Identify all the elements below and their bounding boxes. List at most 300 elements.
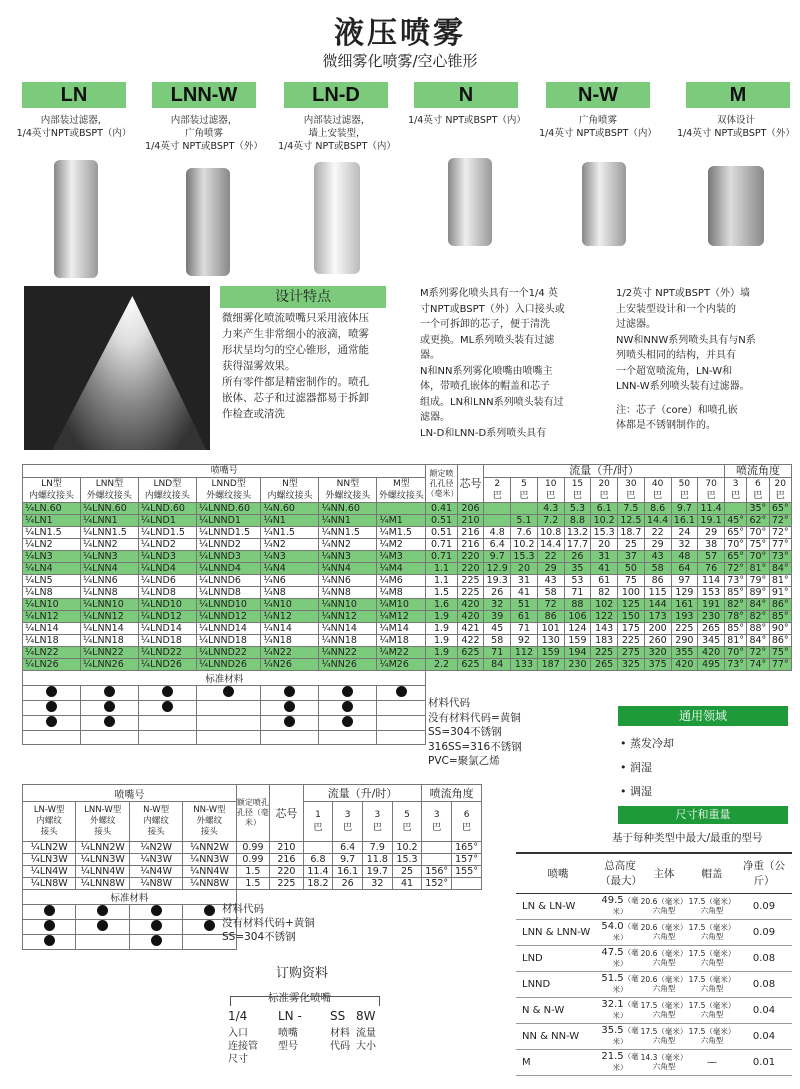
ln-nozzle-image bbox=[54, 160, 98, 278]
material-dot bbox=[162, 701, 173, 712]
pressure-header: 20 巴 bbox=[591, 478, 618, 503]
angle-header: 喷流角度 bbox=[724, 465, 791, 478]
table-cell: ¼M14 bbox=[377, 623, 426, 635]
type-header: LNN型 外螺纹接头 bbox=[80, 478, 138, 503]
angle-header: 喷流角度 bbox=[422, 785, 482, 802]
table-cell: 0.71 bbox=[426, 539, 457, 551]
table-row bbox=[516, 971, 792, 997]
table-cell: ¼N14 bbox=[261, 623, 319, 635]
angle-pressure-header: 3 巴 bbox=[724, 478, 746, 503]
table-cell: 64 bbox=[671, 563, 698, 575]
table-row bbox=[516, 893, 792, 919]
table-row bbox=[23, 575, 792, 587]
table-cell: 85° bbox=[769, 611, 791, 623]
table-cell bbox=[303, 842, 333, 854]
material-dot bbox=[44, 920, 55, 931]
table-cell: 9.7 bbox=[484, 551, 511, 563]
table-cell: ¼LNND6 bbox=[196, 575, 261, 587]
dims-height: 51.5（毫米） bbox=[600, 971, 640, 997]
table-cell: ¼LND1 bbox=[138, 515, 196, 527]
table-cell: ¼N8W bbox=[130, 878, 183, 890]
table-cell bbox=[511, 503, 538, 515]
series-text-2: 1/2英寸 NPT或BSPT（外）墙 上安装型设计和一个内装的 过滤器。 NW和NNW系列喷头具有与N系 列喷头相同的结构，并具有 一个超宽喷流角，LN-W和 LNN-W系列喷头装有过滤器。 注：芯子（core）和喷孔嵌 体都是不锈钢制作的。 bbox=[616, 288, 756, 431]
table-cell: ¼M1.5 bbox=[377, 527, 426, 539]
table-cell: ¼LNND3 bbox=[196, 551, 261, 563]
n-w-nozzle-image bbox=[582, 162, 626, 246]
table-cell: 11.4 bbox=[698, 503, 725, 515]
general-list: • 蒸发冷却 • 润湿 • 调湿 bbox=[620, 737, 674, 798]
dims-body: 14.3（毫米） 六角型 bbox=[640, 1049, 688, 1075]
table-cell: 77° bbox=[769, 659, 791, 671]
ln-d-nozzle-image bbox=[314, 162, 360, 274]
table-cell: 216 bbox=[270, 854, 303, 866]
table-cell: 355 bbox=[671, 647, 698, 659]
table-cell: 216 bbox=[457, 539, 484, 551]
table-cell: 43 bbox=[644, 551, 671, 563]
model-ln-label: LN bbox=[22, 82, 126, 108]
table-cell: ¼N3 bbox=[261, 551, 319, 563]
dims-body: 17.5（毫米） 六角型 bbox=[640, 1023, 688, 1049]
table-cell: ¼LNN1 bbox=[80, 515, 138, 527]
table-cell: 32 bbox=[362, 878, 392, 890]
table-cell: ¼NN4W bbox=[183, 866, 236, 878]
material-dot bbox=[46, 716, 57, 727]
table-cell: 70° bbox=[747, 551, 769, 563]
table-cell: 84° bbox=[747, 599, 769, 611]
table-cell: ¼LN5 bbox=[23, 575, 81, 587]
table-cell: 260 bbox=[644, 635, 671, 647]
table-cell: ¼LN1.5 bbox=[23, 527, 81, 539]
table-cell: ¼N2 bbox=[261, 539, 319, 551]
dims-cap: 17.5（毫米） 六角型 bbox=[688, 1023, 736, 1049]
core-header: 芯号 bbox=[270, 785, 303, 842]
table-row bbox=[23, 539, 792, 551]
table-cell: 43 bbox=[537, 575, 564, 587]
table-cell: 61 bbox=[591, 575, 618, 587]
table-cell: 81° bbox=[769, 575, 791, 587]
table-cell: 155° bbox=[452, 866, 482, 878]
table-cell: 210 bbox=[270, 842, 303, 854]
table-cell: 90° bbox=[769, 623, 791, 635]
dims-cap: 17.5（毫米） 六角型 bbox=[688, 997, 736, 1023]
table-cell: 18.2 bbox=[303, 878, 333, 890]
table-cell: ¼LNND1.5 bbox=[196, 527, 261, 539]
table-cell: 11.8 bbox=[362, 854, 392, 866]
model-m-label: M bbox=[686, 82, 790, 108]
table-cell: 422 bbox=[457, 635, 484, 647]
material-dot bbox=[46, 701, 57, 712]
table-cell: 41 bbox=[511, 587, 538, 599]
table-cell: ¼LNN26 bbox=[80, 659, 138, 671]
table-cell: 74° bbox=[747, 659, 769, 671]
table-cell: 265 bbox=[698, 623, 725, 635]
table-cell: 220 bbox=[457, 551, 484, 563]
dims-nozzle: LND bbox=[516, 945, 600, 971]
table-cell: 72° bbox=[769, 527, 791, 539]
table-cell: 77° bbox=[769, 539, 791, 551]
table-cell: 37 bbox=[618, 551, 645, 563]
table-cell: 1.6 bbox=[426, 599, 457, 611]
material-dot bbox=[44, 905, 55, 916]
table-cell: 32 bbox=[484, 599, 511, 611]
table-cell: ¼LNND22 bbox=[196, 647, 261, 659]
dims-weight: 0.09 bbox=[736, 919, 792, 945]
series-text-1: M系列雾化喷头具有一个1/4 英 寸NPT或BSPT（外）入口接头或 一个可拆卸的芯子，便于清洗 或更换。ML系列喷头装有过滤 器。 N和NN系列雾化喷嘴由喷嘴主 体，带喷孔嵌体的帽盖和芯子 组成。LN和LNN系列喷头装有过 滤器。 LN-D和LNN-D系列喷头具有 bbox=[420, 288, 565, 439]
dims-height: 21.5（毫米） bbox=[600, 1049, 640, 1075]
table-cell: ¼NN3 bbox=[319, 551, 377, 563]
table-cell: 97 bbox=[671, 575, 698, 587]
table-cell: ¼LND3 bbox=[138, 551, 196, 563]
material-dot bbox=[162, 686, 173, 697]
table-cell: 70° bbox=[724, 539, 746, 551]
table-cell: 0.51 bbox=[426, 515, 457, 527]
general-item: 润湿 bbox=[630, 761, 652, 774]
table-cell bbox=[452, 878, 482, 890]
table-cell: 220 bbox=[457, 563, 484, 575]
table-cell: ¼LNND1 bbox=[196, 515, 261, 527]
model-lnn-w-desc: 内部装过滤器， 广角喷雾 1/4英寸 NPT或BSPT（外） bbox=[145, 115, 263, 152]
table-cell: 0.99 bbox=[236, 842, 270, 854]
table-cell: 7.9 bbox=[362, 842, 392, 854]
table-cell: ¼NN4 bbox=[319, 563, 377, 575]
table-cell: ¼LN4W bbox=[23, 866, 76, 878]
table-cell: 6.4 bbox=[484, 539, 511, 551]
dims-body: 17.5（毫米） 六角型 bbox=[640, 997, 688, 1023]
table-cell: 31 bbox=[591, 551, 618, 563]
table-cell: 82° bbox=[747, 611, 769, 623]
order-part: 8W 流量 大小 bbox=[356, 1009, 376, 1052]
nozzle-no-header: 喷嘴号 bbox=[23, 465, 426, 478]
table-cell: 191 bbox=[698, 599, 725, 611]
order-caption: 标准雾化喷嘴 bbox=[268, 992, 331, 1004]
pressure-header: 5 巴 bbox=[511, 478, 538, 503]
table-cell: ¼LN1 bbox=[23, 515, 81, 527]
table-cell: ¼LN8 bbox=[23, 587, 81, 599]
type-header: NN型 外螺纹接头 bbox=[319, 478, 377, 503]
table-cell: 325 bbox=[618, 659, 645, 671]
dims-nozzle: LNND bbox=[516, 971, 600, 997]
table-cell: 206 bbox=[457, 503, 484, 515]
table-cell: 194 bbox=[564, 647, 591, 659]
material-dot bbox=[342, 701, 353, 712]
table-cell: 265 bbox=[591, 659, 618, 671]
material-dot bbox=[44, 935, 55, 946]
order-part: 1/4 入口 连接管 尺寸 bbox=[228, 1009, 258, 1065]
table-cell: 216 bbox=[457, 527, 484, 539]
table-cell: ¼LN12 bbox=[23, 611, 81, 623]
table-cell: 200 bbox=[644, 623, 671, 635]
table-cell: ¼NN2 bbox=[319, 539, 377, 551]
features-text: 微细雾化喷流喷嘴只采用液体压 力来产生非常细小的液滴，喷雾 形状呈均匀的空心锥形，通常能 获得湿雾效果。 所有零件都是精密制作的。喷孔 嵌体、芯子和过滤器都易于拆卸 作检查或清洗 bbox=[222, 312, 369, 420]
table-cell: ¼LNN6 bbox=[80, 575, 138, 587]
material-dot bbox=[97, 920, 108, 931]
table-cell: 10.2 bbox=[511, 539, 538, 551]
table-cell bbox=[484, 503, 511, 515]
std-material-header: 标准材料 bbox=[23, 671, 426, 686]
table-cell: 86 bbox=[644, 575, 671, 587]
table-cell: ¼LND26 bbox=[138, 659, 196, 671]
material-dot bbox=[342, 716, 353, 727]
dims-weight: 0.01 bbox=[736, 1049, 792, 1075]
table-cell: ¼LN.60 bbox=[23, 503, 81, 515]
table-cell: 19.7 bbox=[362, 866, 392, 878]
table-cell: 38 bbox=[698, 539, 725, 551]
table-cell: 65° bbox=[724, 527, 746, 539]
table-cell: ¼M2 bbox=[377, 539, 426, 551]
table-cell: 1.5 bbox=[236, 866, 270, 878]
table-cell: ¼LNND2 bbox=[196, 539, 261, 551]
table-cell: ¼LNND26 bbox=[196, 659, 261, 671]
table-cell: ¼LND2 bbox=[138, 539, 196, 551]
table-cell: 114 bbox=[698, 575, 725, 587]
table-cell: 0.41 bbox=[426, 503, 457, 515]
table-cell: ¼NN8 bbox=[319, 587, 377, 599]
table-cell: 7.6 bbox=[511, 527, 538, 539]
table-cell: 175 bbox=[618, 623, 645, 635]
table-cell: 70° bbox=[724, 647, 746, 659]
table-cell: ¼LND6 bbox=[138, 575, 196, 587]
table-cell: 13.2 bbox=[564, 527, 591, 539]
table-cell: 1.1 bbox=[426, 575, 457, 587]
table-cell: ¼N.60 bbox=[261, 503, 319, 515]
table-cell: 75° bbox=[769, 647, 791, 659]
table-cell bbox=[422, 854, 452, 866]
table-cell bbox=[484, 515, 511, 527]
table-cell: ¼LNN4 bbox=[80, 563, 138, 575]
table-cell: 58 bbox=[644, 563, 671, 575]
table-cell: ¼N6 bbox=[261, 575, 319, 587]
table-cell: ¼LNN2 bbox=[80, 539, 138, 551]
table-cell: 86° bbox=[769, 599, 791, 611]
table-cell: 144 bbox=[644, 599, 671, 611]
table-cell: 6.4 bbox=[333, 842, 363, 854]
dims-weight: 0.04 bbox=[736, 1023, 792, 1049]
table-cell: 193 bbox=[671, 611, 698, 623]
table-cell: 1.5 bbox=[236, 878, 270, 890]
table-cell: ¼NN22 bbox=[319, 647, 377, 659]
table-row bbox=[23, 611, 792, 623]
table-cell: 9.7 bbox=[333, 854, 363, 866]
material-dot bbox=[104, 701, 115, 712]
table-cell: 26 bbox=[484, 587, 511, 599]
table-cell: 65° bbox=[769, 503, 791, 515]
table-cell: 71 bbox=[564, 587, 591, 599]
table-cell: 16.1 bbox=[333, 866, 363, 878]
material-dot bbox=[284, 716, 295, 727]
table-cell: 48 bbox=[671, 551, 698, 563]
table-row bbox=[23, 635, 792, 647]
dims-table bbox=[516, 852, 792, 1076]
pressure-header: 3 巴 bbox=[333, 802, 363, 842]
order-title: 订购资料 bbox=[276, 966, 329, 981]
table-cell: 39 bbox=[484, 611, 511, 623]
table-cell: 92 bbox=[511, 635, 538, 647]
table-cell: ¼LNN22 bbox=[80, 647, 138, 659]
table-cell: 161 bbox=[671, 599, 698, 611]
table-cell: 1.9 bbox=[426, 635, 457, 647]
table-cell: ¼LND10 bbox=[138, 599, 196, 611]
table-cell: ¼LND8 bbox=[138, 587, 196, 599]
table-cell: 345 bbox=[698, 635, 725, 647]
table-cell: 51 bbox=[511, 599, 538, 611]
table-cell: 35 bbox=[564, 563, 591, 575]
table-cell: 82 bbox=[591, 587, 618, 599]
type-header: LNND型 外螺纹接头 bbox=[196, 478, 261, 503]
table-cell: 625 bbox=[457, 647, 484, 659]
table-cell: 124 bbox=[564, 623, 591, 635]
n-nozzle-image bbox=[448, 158, 492, 246]
table-row bbox=[516, 945, 792, 971]
type-header: LN型 内螺纹接头 bbox=[23, 478, 81, 503]
table-cell: ¼LNN3W bbox=[76, 854, 130, 866]
table-cell: 0.71 bbox=[426, 551, 457, 563]
table-cell: ¼LN3W bbox=[23, 854, 76, 866]
table-cell: 19.1 bbox=[698, 515, 725, 527]
table-cell: ¼LNN3 bbox=[80, 551, 138, 563]
table-cell: ¼N1 bbox=[261, 515, 319, 527]
table-cell: ¼LN14 bbox=[23, 623, 81, 635]
table-cell: 12.9 bbox=[484, 563, 511, 575]
type-header: N型 内螺纹接头 bbox=[261, 478, 319, 503]
table-cell: 89° bbox=[747, 587, 769, 599]
table-cell: 20 bbox=[511, 563, 538, 575]
table-cell: 24 bbox=[671, 527, 698, 539]
dims-header: 总高度（最大） bbox=[600, 853, 640, 893]
table-cell: 625 bbox=[457, 659, 484, 671]
model-n-label: N bbox=[414, 82, 518, 108]
table-cell: 15.3 bbox=[511, 551, 538, 563]
table-cell: 84° bbox=[747, 635, 769, 647]
table-cell: 225 bbox=[591, 647, 618, 659]
dims-note: 基于每种类型中最大/最重的型号 bbox=[612, 832, 763, 844]
table-cell: 1.5 bbox=[426, 587, 457, 599]
table-cell: 8.6 bbox=[644, 503, 671, 515]
dims-nozzle: NN & NN-W bbox=[516, 1023, 600, 1049]
table-cell: 225 bbox=[270, 878, 303, 890]
table-cell: 320 bbox=[644, 647, 671, 659]
table-cell: 35° bbox=[747, 503, 769, 515]
table-cell: 72° bbox=[769, 515, 791, 527]
table-cell: 183 bbox=[591, 635, 618, 647]
features-title: 设计特点 bbox=[220, 286, 386, 308]
table-cell: ¼LNND12 bbox=[196, 611, 261, 623]
table-cell: ¼NN6 bbox=[319, 575, 377, 587]
material-dot bbox=[284, 686, 295, 697]
table-cell: 26 bbox=[564, 551, 591, 563]
table-cell: ¼M1 bbox=[377, 515, 426, 527]
std-material-header: 标准材料 bbox=[23, 890, 237, 905]
pressure-header: 70 巴 bbox=[698, 478, 725, 503]
table-cell: 225 bbox=[457, 575, 484, 587]
table-cell: 1.9 bbox=[426, 647, 457, 659]
table-cell: 73° bbox=[724, 659, 746, 671]
pressure-header: 40 巴 bbox=[644, 478, 671, 503]
dims-height: 47.5（毫米） bbox=[600, 945, 640, 971]
order-bracket bbox=[230, 996, 380, 1006]
table-cell: 88 bbox=[564, 599, 591, 611]
table-cell: 50 bbox=[618, 563, 645, 575]
material-dot bbox=[204, 920, 215, 931]
table-cell: 14.4 bbox=[537, 539, 564, 551]
table-cell: 0.99 bbox=[236, 854, 270, 866]
table-cell: 10.2 bbox=[392, 842, 422, 854]
table-cell: ¼LNND18 bbox=[196, 635, 261, 647]
pressure-header: 10 巴 bbox=[537, 478, 564, 503]
table-cell: ¼LNN14 bbox=[80, 623, 138, 635]
table-cell: ¼N3W bbox=[130, 854, 183, 866]
table-cell: ¼LNN1.5 bbox=[80, 527, 138, 539]
table-cell: ¼N2W bbox=[130, 842, 183, 854]
table-cell: 22 bbox=[644, 527, 671, 539]
pressure-header: 15 巴 bbox=[564, 478, 591, 503]
table-cell: 72 bbox=[537, 599, 564, 611]
model-lnn-w-label: LNN-W bbox=[152, 82, 256, 108]
table-cell: ¼LND18 bbox=[138, 635, 196, 647]
model-n-w-label: N-W bbox=[546, 82, 650, 108]
dims-cap: 17.5（毫米） 六角型 bbox=[688, 919, 736, 945]
table-cell: ¼NN3W bbox=[183, 854, 236, 866]
page-title: 液压喷雾 bbox=[334, 16, 466, 51]
model-ln-d-desc: 内部装过滤器， 墙上安装型， 1/4英寸 NPT或BSPT（内） bbox=[278, 115, 396, 152]
table-cell: 57 bbox=[698, 551, 725, 563]
table-cell: 173 bbox=[644, 611, 671, 623]
table-cell: 1.9 bbox=[426, 623, 457, 635]
table-cell: ¼N26 bbox=[261, 659, 319, 671]
dims-cap: 17.5（毫米） 六角型 bbox=[688, 945, 736, 971]
dims-cap: 17.5（毫米） 六角型 bbox=[688, 971, 736, 997]
table-cell: 62° bbox=[747, 515, 769, 527]
table-cell: 230 bbox=[564, 659, 591, 671]
material-dot bbox=[223, 686, 234, 697]
dims-weight: 0.09 bbox=[736, 893, 792, 919]
table-cell: ¼N1.5 bbox=[261, 527, 319, 539]
table-row bbox=[23, 866, 482, 878]
table-cell: 84° bbox=[769, 563, 791, 575]
dims-header: 帽盖 bbox=[688, 853, 736, 893]
dims-cap: — bbox=[688, 1049, 736, 1075]
general-title: 通用领域 bbox=[618, 706, 788, 726]
table-cell: 72° bbox=[724, 563, 746, 575]
table-cell: 81° bbox=[724, 635, 746, 647]
order-part: LN - 喷嘴 型号 bbox=[278, 1009, 302, 1052]
table-cell: ¼LND22 bbox=[138, 647, 196, 659]
dims-body: 20.6（毫米） 六角型 bbox=[640, 945, 688, 971]
table-cell: 130 bbox=[537, 635, 564, 647]
material-dot bbox=[104, 686, 115, 697]
table-row bbox=[23, 842, 482, 854]
dims-nozzle: LN & LN-W bbox=[516, 893, 600, 919]
lnn-w-nozzle-image bbox=[186, 168, 230, 276]
table-row bbox=[23, 551, 792, 563]
order-part: SS 材料 代码 bbox=[330, 1009, 350, 1052]
table-cell: 16.1 bbox=[671, 515, 698, 527]
table-cell: 25 bbox=[392, 866, 422, 878]
table-cell: 210 bbox=[457, 515, 484, 527]
table-cell: 4.8 bbox=[484, 527, 511, 539]
table-cell: 10.2 bbox=[591, 515, 618, 527]
table-cell: ¼LN22 bbox=[23, 647, 81, 659]
table-cell: 133 bbox=[511, 659, 538, 671]
table-cell: 101 bbox=[537, 623, 564, 635]
table-cell: 32 bbox=[671, 539, 698, 551]
table-cell bbox=[422, 842, 452, 854]
table-cell: 152° bbox=[422, 878, 452, 890]
table-cell: 45 bbox=[484, 623, 511, 635]
table-cell: 41 bbox=[591, 563, 618, 575]
general-item: 蒸发冷却 bbox=[630, 737, 674, 750]
table-cell: 29 bbox=[537, 563, 564, 575]
table-cell: ¼LN18 bbox=[23, 635, 81, 647]
